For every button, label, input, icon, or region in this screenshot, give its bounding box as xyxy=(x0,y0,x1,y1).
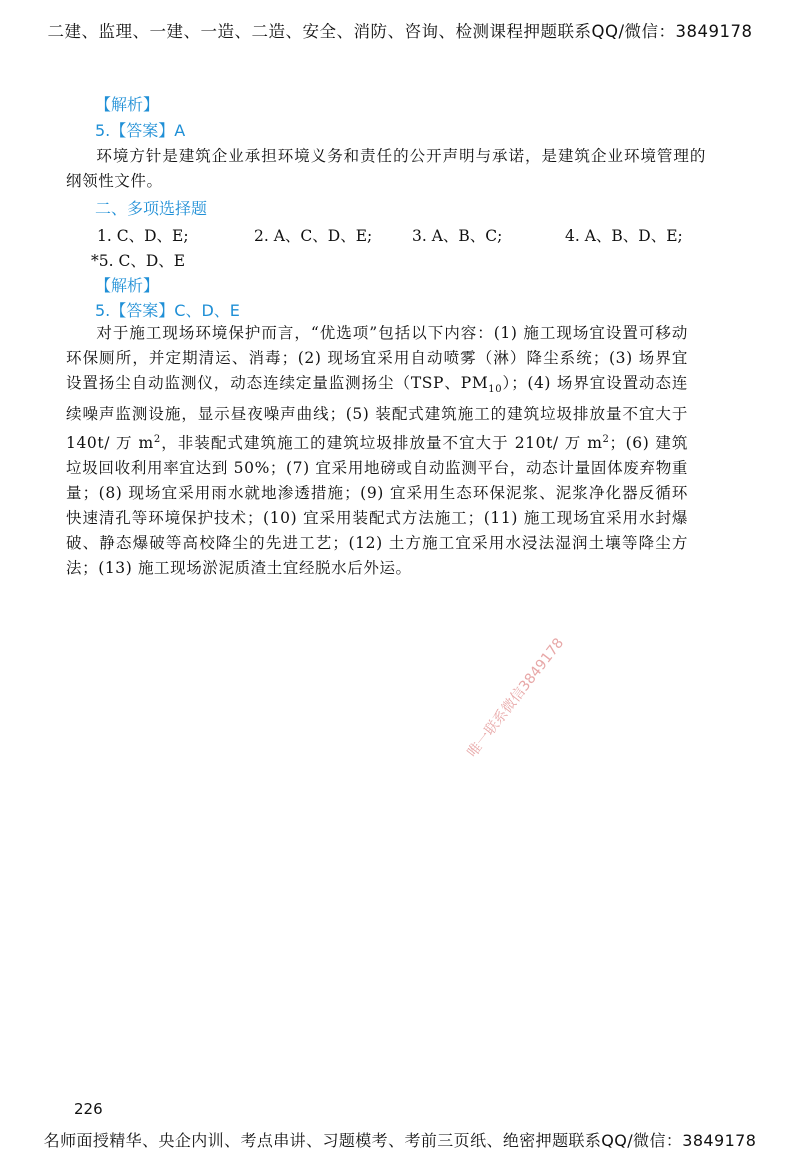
section-title-multiple-choice: 二、多项选择题 xyxy=(95,199,208,218)
watermark: 唯一联系微信3849178 xyxy=(464,635,568,761)
page-number: 226 xyxy=(74,1100,103,1118)
footer-banner: 名师面授精华、央企内训、考点串讲、习题模考、考前三页纸、绝密押题联系QQ/微信：3849178 xyxy=(43,1131,757,1150)
mc-answer-1: 1. C、D、E; xyxy=(97,227,189,245)
mc-answer-2: 2. A、C、D、E; xyxy=(254,227,373,245)
mc-answer-4: 4. A、B、D、E; xyxy=(565,227,683,245)
answer-label-2: 5.【答案】C、D、E xyxy=(95,301,240,320)
unit-superscript-1: 2 xyxy=(153,434,161,446)
explanation-2-part1: 对于施工现场环境保护而言，“优选项”包括以下内容：(1) 施工现场宜设置可移动环保厕所，并定期清运、消毒；(2) 现场宜采用自动喷雾（淋）降尘系统；(3) 场界宜设置扬尘自动监测仪，动态连续定量监测扬尘（TSP、PM xyxy=(66,324,688,392)
analysis-label-2: 【解析】 xyxy=(95,276,160,295)
explanation-2-part4: ；(6) 建筑垃圾回收利用率宜达到 50%；(7) 宜采用地磅或自动监测平台，动态计量固体废弃物重量；(8) 现场宜采用雨水就地渗透措施；(9) 宜采用生态环保泥浆、泥浆净化器反循环快速清孔等环境保护技术；(10) 宜采用装配式方法施工；(11) 施工现场宜采用水封爆破、静态爆破等高校降尘的先进工艺；(12) 土方施工宜采用水浸法湿润土壤等降尘方法；(13) 施工现场淤泥质渣土宜经脱水后外运。 xyxy=(66,434,688,578)
explanation-1-text: 环境方针是建筑企业承担环境义务和责任的公开声明与承诺，是建筑企业环境管理的纲领性文件。 xyxy=(66,147,706,190)
answer-label-1: 5.【答案】A xyxy=(95,121,186,140)
mc-answer-3: 3. A、B、C; xyxy=(412,227,503,245)
explanation-2 xyxy=(66,321,688,581)
mc-answer-5: *5. C、D、E xyxy=(91,252,186,270)
header-banner: 二建、监理、一建、一造、二造、安全、消防、咨询、检测课程押题联系QQ/微信：3849178 xyxy=(47,22,753,41)
explanation-1 xyxy=(66,144,706,194)
unit-superscript-2: 2 xyxy=(602,434,610,446)
pm-subscript: 10 xyxy=(488,384,503,396)
explanation-2-part2: ）；(4) 场界宜设置动态连续噪声监测设施，显示昼夜噪声曲线；(5) 装配式建筑施工的建筑垃圾排放量不宜大于 140t/ 万 m xyxy=(66,374,688,453)
explanation-2-part3: ，非装配式建筑施工的建筑垃圾排放量不宜大于 210t/ 万 m xyxy=(160,434,603,453)
analysis-label-1: 【解析】 xyxy=(95,95,160,114)
